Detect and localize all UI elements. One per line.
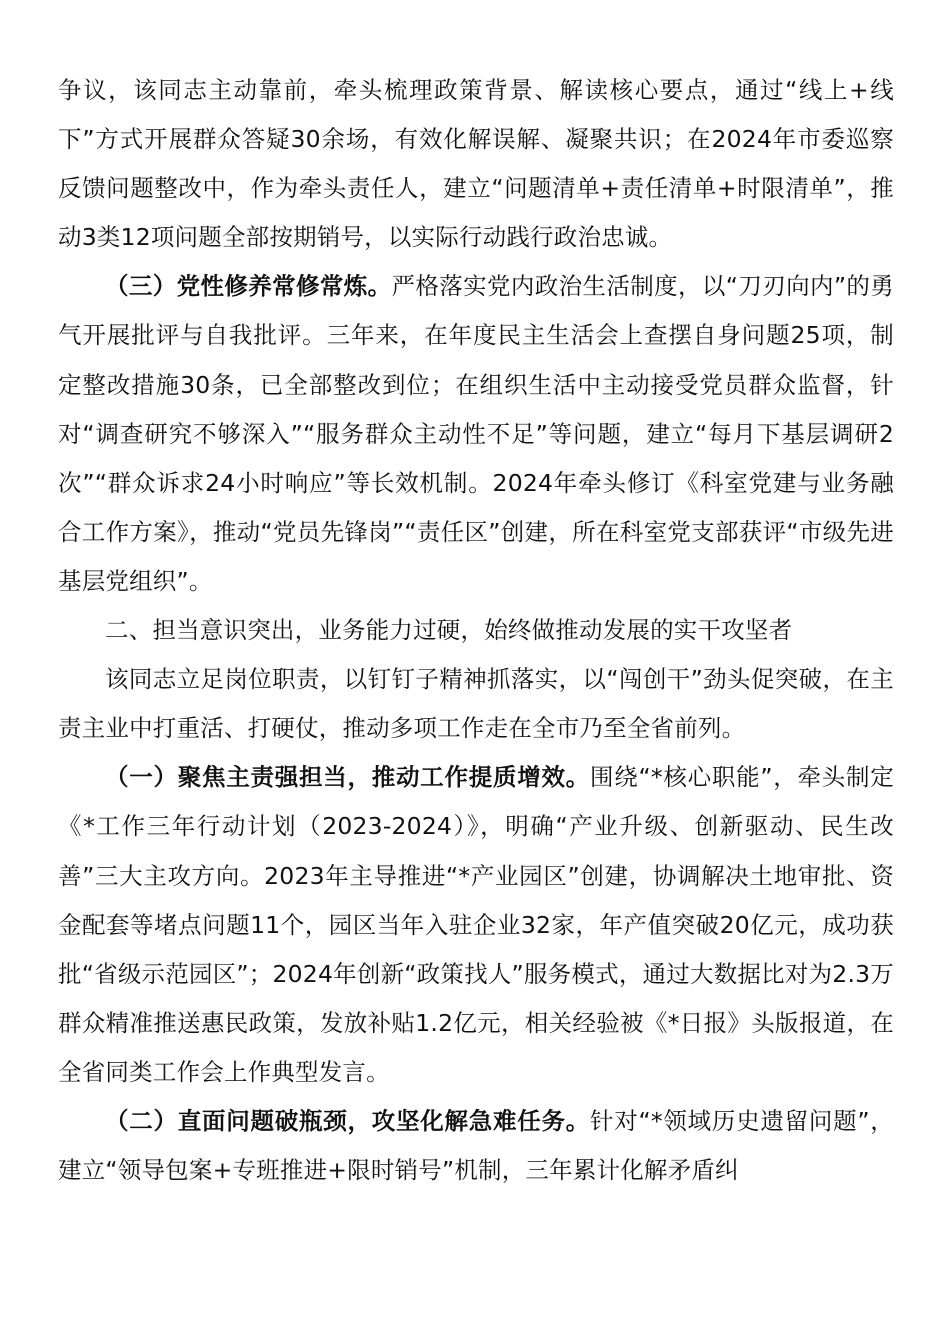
paragraph-heading: （一）聚焦主责强担当，推动工作提质增效。 — [105, 763, 590, 792]
paragraph-problem-solving — [58, 1097, 894, 1195]
paragraph-body: 该同志立足岗位职责，以钉钉子精神抓落实，以“闯创干”劲头促突破，在主责主业中打重活、打硬仗，推动多项工作走在全市乃至全省前列。 — [58, 665, 894, 743]
paragraph-heading: （二）直面问题破瓶颈，攻坚化解急难任务。 — [105, 1106, 590, 1135]
paragraph-body: 严格落实党内政治生活制度，以“刀刃向内”的勇气开展批评与自我批评。三年来，在年度民主生活会上查摆自身问题25项，制定整改措施30条，已全部整改到位；在组织生活中主动接受党员群众监督，针对“调查研究不够深入”“服务群众主动性不足”等问题，建立“每月下基层调研2次”“群众诉求24小时响应”等长效机制。2024年牵头修订《科室党建与业务融合工作方案》，推动“党员先锋岗”“责任区”创建，所在科室党支部获评“市级先进基层党组织”。 — [58, 272, 894, 595]
paragraph-heading: （三）党性修养常修常炼。 — [105, 272, 392, 301]
document-page — [58, 66, 894, 1195]
paragraph-party-spirit-cultivation — [58, 262, 894, 606]
paragraph-section-intro — [58, 655, 894, 753]
paragraph-body: 围绕“*核心职能”，牵头制定《*工作三年行动计划（2023-2024）》，明确“产业升级、创新驱动、民生改善”三大主攻方向。2023年主导推进“*产业园区”创建，协调解决土地审批、资金配套等堵点问题11个，园区当年入驻企业32家，年产值突破20亿元，成功获批“省级示范园区”；2024年创新“政策找人”服务模式，通过大数据比对为2.3万群众精准推送惠民政策，发放补贴1.2亿元，相关经验被《*日报》头版报道，在全省同类工作会上作典型发言。 — [58, 763, 894, 1086]
paragraph-body: 针对“*领域历史遗留问题”，建立“领导包案+专班推进+限时销号”机制，三年累计化解矛盾纠 — [58, 1106, 894, 1185]
paragraph-political-loyalty-continuation — [58, 66, 894, 262]
paragraph-core-duties — [58, 753, 894, 1097]
section-heading-text: 二、担当意识突出，业务能力过硬，始终做推动发展的实干攻坚者 — [105, 616, 793, 645]
paragraph-body: 争议，该同志主动靠前，牵头梳理政策背景、解读核心要点，通过“线上+线下”方式开展群众答疑30余场，有效化解误解、凝聚共识；在2024年市委巡察反馈问题整改中，作为牵头责任人，建立“问题清单+责任清单+时限清单”，推动3类12项问题全部按期销号，以实际行动践行政治忠诚。 — [58, 76, 894, 252]
section-heading-responsibility — [58, 606, 894, 655]
